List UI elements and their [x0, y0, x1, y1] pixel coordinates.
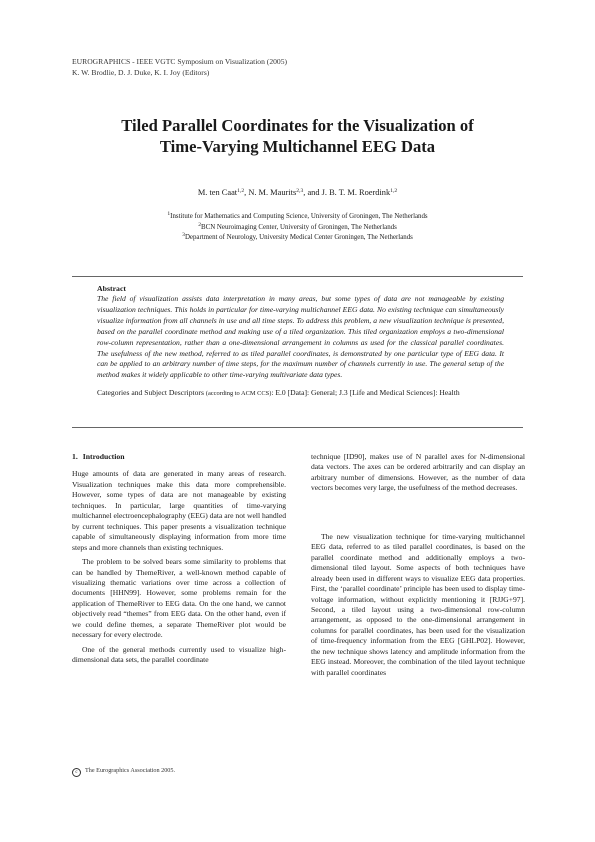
ccs-text: : E.0 [Data]: General; J.3 [Life and Medical Sciences]: Health [271, 388, 460, 398]
section-number: 1. [72, 452, 78, 461]
affiliation-marker: 2 [198, 221, 202, 228]
affiliation [0, 223, 595, 234]
author-separator: , [244, 188, 249, 197]
author-affiliation-marker: 1,2 [237, 188, 245, 194]
conference-line: EUROGRAPHICS - IEEE VGTC Symposium on Visualization (2005) [72, 57, 288, 66]
author-separator: , and [303, 188, 322, 197]
author-name: J. B. T. M. Roerdink [321, 188, 391, 197]
copyright-text: The Eurographics Association 2005. [85, 767, 176, 774]
body-paragraph: The problem to be solved bears some similarity to problems that can be handled by ThemeRiver, a well-known method capable of visualizing thematic variations over time across a collection of documents [HHN99]. However, some problems remain for the application of ThemeRiver to EEG data. On the one hand, we cannot objectively read “themes” from EEG data. On the other hand, even if we could define themes, a separate ThemeRiver plot would be necessary for every electrode. [72, 557, 286, 640]
affiliation-marker: 1 [167, 211, 171, 217]
section-heading [72, 452, 286, 462]
author-affiliation-marker: 1,2 [390, 188, 398, 194]
affiliation-text: Department of Neurology, University Medical Center Groningen, The Netherlands [184, 234, 413, 241]
copyright-footer [72, 767, 175, 777]
ccs-label: Categories and Subject Descriptors [97, 388, 204, 398]
affiliation-list [0, 212, 595, 244]
abstract-top-rule [72, 276, 523, 277]
author-name: N. M. Maurits [248, 188, 297, 197]
affiliation [0, 233, 595, 244]
author-list [0, 188, 595, 197]
author-affiliation-marker: 2,3 [296, 188, 304, 194]
author-name: M. ten Caat [197, 188, 238, 197]
right-column [311, 452, 525, 678]
left-column [72, 452, 286, 666]
body-paragraph: One of the general methods currently used to visualize high-dimensional data sets, the parallel coordinate [72, 644, 286, 665]
body-paragraph: The new visualization technique for time-varying multichannel EEG data, referred to as tiled parallel coordinates, is based on the parallel coordinate method and additionally employs a two-dimensional tiled layout. Some aspects of both techniques have already been used in different ways to visualize EEG data properties. First, the ‘parallel coordinate’ principle has been used to display time-voltage information, without explicitly mentioning it [RJJG+97]. Second, a tiled layout using a two-dimensional row-column arrangement, as opposed to the one-dimensional arrangement in columns for parallel coordinates, has been used for the visualization of time-frequency information from the EEG [GHLP02]. However, the new technique shows latency and amplitude information from the EEG instead. Moreover, the combination of the tiled layout technique with parallel coordinates [311, 531, 525, 677]
abstract-body: The field of visualization assists data interpretation in many areas, but some types of data are not manageable by existing visualization techniques. This holds in particular for time-varying multichannel EEG data. No existing technique can simultaneously visualize information from all channels in use and all time steps. To address this problem, a new visualization technique is presented, based on the parallel coordinate method and making use of a tiled organization. This tiled organization employs a two-dimensional row-column representation, rather than a one-dimensional arrangement in columns as used for the classical parallel coordinates. The usefulness of the new method, referred to as tiled parallel coordinates, is demonstrated by one particular type of EEG data. It can be applied to an arbitrary number of time steps, for the maximum number of channels currently in use. The general setup of the method makes it widely applicable to other time-varying multivariate data types. [97, 294, 504, 380]
affiliation-text: BCN Neuroimaging Center, University of Groningen, The Netherlands [201, 223, 397, 231]
ccs-descriptors [97, 388, 504, 400]
abstract-block [97, 284, 504, 400]
affiliation-text: Institute for Mathematics and Computing Science, University of Groningen, The Netherlands [170, 213, 428, 220]
abstract-heading: Abstract [97, 284, 127, 293]
title-line-2: Time-Varying Multichannel EEG Data [159, 136, 436, 156]
title-line-1: Tiled Parallel Coordinates for the Visualization of [121, 116, 474, 135]
editors-line: K. W. Brodlie, D. J. Duke, K. I. Joy (Editors) [72, 67, 210, 77]
paper-title [0, 116, 595, 157]
body-paragraph: Huge amounts of data are generated in many areas of research. Visualization techniques make this data more comprehensible. However, some types of data are not manageable by existing techniques. In particular, large quantities of time-varying multichannel electroencephalography (EEG) data are not well handled by current techniques. This paper presents a visualization technique capable of simultaneously displaying information from more time steps and more channels than existing techniques. [72, 469, 287, 552]
conference-header [72, 57, 287, 78]
copyright-icon: c [72, 768, 81, 777]
section-title: Introduction [82, 452, 125, 461]
ccs-note: (according to ACM CCS) [205, 390, 272, 398]
affiliation [0, 212, 595, 223]
abstract-bottom-rule [72, 427, 523, 428]
body-paragraph: technique [ID90], makes use of N parallel axes for N-dimensional data vectors. The axes can be ordered arbitrarily and can display an arbitrary number of dimensions. However, as the number of data vectors becomes very large, the usefulness of the method decreases. [311, 452, 525, 493]
affiliation-marker: 3 [182, 232, 185, 238]
